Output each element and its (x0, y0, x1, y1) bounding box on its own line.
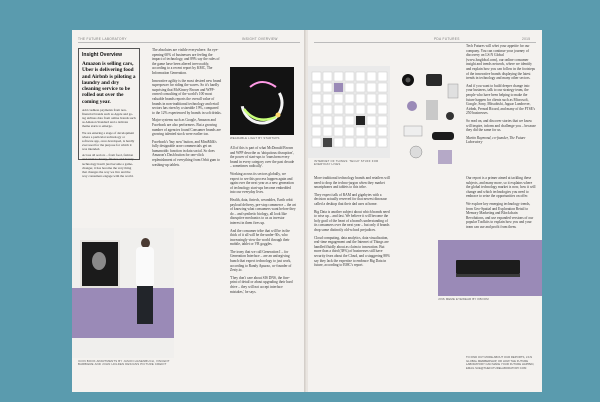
insight-paragraph: Add cashless payments from non-financial brands such as Apple and go-tag airlines data from online brands such as Amazon Standard and a delicate theme starts to emerge. (82, 108, 136, 129)
body-paragraph: Our report is a primer aimed at tackling these subjects, and many more, so it explains where the global technology market is now, how it will change and which technologies you need to embrace to seize the opportunities on offer. (466, 176, 536, 199)
neon-ring-graphic (230, 67, 294, 135)
device-caption: JINS MEME EYEWEAR BY KBOOM (438, 297, 489, 301)
gadgets-collage (398, 70, 462, 180)
body-paragraph: They expect talk of RAM and gigabytes with a decision actually reserved for that newest dinosaur called a desktop that their dad uses at home. (314, 192, 387, 206)
signature: Martin Raymond, co-founder, The Future Laboratory (466, 135, 526, 145)
body-column-3 (466, 44, 536, 164)
body-paragraph: And the consumer tribe that will be in the thick of it all will be the under-30s, who increasingly view the world through their mobile, tablet or VR goggles. (230, 228, 290, 247)
insight-paragraph: Across all sectors – from food, fashion and retail to luxury, finance and beauty – technology hasn't just become a game-changer, it has become the very thing that changes the way we live and the way consumers engage with the world. (82, 153, 136, 178)
body-paragraph: Tech Futures will whet your appetite for our company. You can continue your journey of discovery on LS:N Global (www.lsnglobal.com), our online consumer insight and trends network, where we identify and explain how you can follow in the footsteps of the innovative brands displaying the latest trends in technology and many other sectors. (466, 44, 536, 81)
neon-caption: WEARABLE LIGHT BY STARTUPS (230, 136, 280, 140)
body-column-2 (466, 176, 536, 236)
left-page (72, 30, 306, 392)
insight-heading: Insight Overview (82, 52, 123, 58)
black-device (456, 260, 520, 274)
magazine-spread (72, 30, 542, 392)
device-panel (438, 240, 542, 296)
footer-note: TO FIND OUT MORE ABOUT OUR REPORTS, LS:N GLOBAL MEMBERSHIP, OR HOW THE FUTURE LABORATORY CAN MAKE YOUR FUTURE HAPPEN, EMAIL SUE@THEFUTURELABORATORY.COM (466, 355, 535, 370)
body-paragraph: We explore key emerging technology trends, from Geo-Spatial and Exploration Retail to Memory Marketing and Blockchain Revolutions, and use expanded versions of our popular Toolkits to explain how you and your team can use and profit from them. (466, 201, 534, 229)
body-column-1 (314, 176, 390, 388)
body-paragraph: And if you want to build deeper change into your business, talk to our strategy team, the people who have been helping to make the future happen for clients such as Microsoft, Google, Sony, Mitsubishi, Jaguar Landrover, Airbnb, Pernod Ricard, and many of the FTSE's 250 businesses. (466, 83, 536, 116)
right-page (308, 30, 542, 392)
neon-light-image (230, 67, 294, 135)
gallery-photo (72, 228, 174, 358)
body-column-3 (230, 146, 296, 352)
body-paragraph: 'They don't care about SIS DNS, the fine-print of detail or about upgrading their hard drive – they will not accept interface mistakes,' he says. (230, 275, 293, 294)
running-head-right: 2015 (522, 37, 531, 41)
body-paragraph: Cloud computing, data analytics, data visualisation, real-time engagement and the Internet of Things are handled fluidly about as claim to innovation. But more than a third (38%) of businesses still have security fears about the Cloud, and a staggering 88% say they lack the expertise to embrace Big Data in future, according to EMC's report. (314, 235, 390, 268)
running-head-left: PDA FUTURES (434, 37, 460, 41)
body-paragraph: The irony that we call Generation I – for Generation Interface – are an unforgiving bunch that expect technology to just work, according to Randy Apuzzo, co-founder of Zesty.io. (230, 249, 292, 273)
body-paragraph: Major systems such as Google, Amazon and Facebook are also performers. But a growing number of agencies found Consumer brands are growing talented stock were earlier too. (152, 118, 221, 137)
body-paragraph: Innovative agility is the most desired new brand superpower for riding the waves. So it's hardly surprising that McKinsey Brown and WPP-owned consulting of the world's 100 most valuable brands reports the overall value of brands in non-traditional technology and retail sectors has risen by a sizeable 19%, compared to the 12% experienced by brands in soft drinks. (152, 78, 222, 115)
header-rule (78, 42, 300, 43)
keyboard-caption: INTERNET OF THINGS: TECHY STUFF FOR EVERYDAY LIVES (314, 159, 379, 167)
body-paragraph: Health, data, fintech, wearables, Earth orbit payload delivery, pre-stop commerce – the art of knowing what consumers want before they do – and synthetic biology, all look like disruptive mechanics to us as investor interest in them fires up. (230, 197, 296, 225)
body-paragraph: Working across its sectors globally, we expect to see this process happen again and again over the next year as a new generation of technology start-ups become embedded into our everyday lives. (230, 171, 294, 195)
body-paragraph: So read on, and discover stories that we know will inspire, inform and challenge you – because they did the same for us. (466, 118, 536, 133)
portrait-face (92, 252, 106, 270)
gadgets-keyboard-image (308, 66, 390, 158)
framed-portrait (80, 240, 120, 288)
body-paragraph: Big Data is another subject about which brands need to wise up – and fast. We believe it will become the holy grail of the heart of a brand's understanding of its consumers over the next year – but only if brands drop some distinctly old-school prejudices. (314, 209, 390, 232)
body-column-2 (152, 48, 222, 226)
running-head-left: THE FUTURE LABORATORY (78, 37, 127, 41)
photo-caption: ICON BOOK APARTMENTS BY JASON HASENBUCH, VINCENT BARBIERE AND JOHN HOLDEN DESIGNS PICTURE CREDIT (78, 359, 170, 367)
body-paragraph: Facebook's 'buy now' button, and MiniMilk's fully designable acne commercials get an humanoidic function in data social. So does Amazon's Dash button for one-click replenishment of everything from Orbit gum to washing-up tablets. (152, 139, 220, 167)
body-paragraph: More traditional technology brands and retailers will need to drop the techno-jargon when they market smartphones and tablets to this tribe. (314, 176, 390, 190)
body-paragraph: All of this is part of what McDonald Brown and WPP describe as 'ubiquitous disruption', the power of start-ups to 'transform every brand in every category over the past decade – sometimes radically'. (230, 146, 295, 169)
body-paragraph: The absolutes are visible everywhere. An eye-opening 60% of businesses are feeling the impact of technology, and 89% say the rules of the game have been altered irrevocably, according to a recent report by KMC, The Information Generation. (152, 48, 220, 75)
insight-paragraph: We are entering a stage of development where a particular technology or software app, once developed, is hardly ever used for the purpose for which it was intended. (82, 130, 135, 152)
header-rule (314, 42, 536, 43)
running-head-right: INSIGHT OVERVIEW (242, 37, 278, 41)
insight-lead: Amazon is selling cars, Uber is delivering food and Airbnb is piloting a laundry and dry cleaning service to be rolled out over the coming year. (82, 61, 136, 105)
man-figure (128, 238, 164, 328)
keyboard-graphic (308, 66, 390, 158)
insight-overview-box (78, 48, 140, 178)
